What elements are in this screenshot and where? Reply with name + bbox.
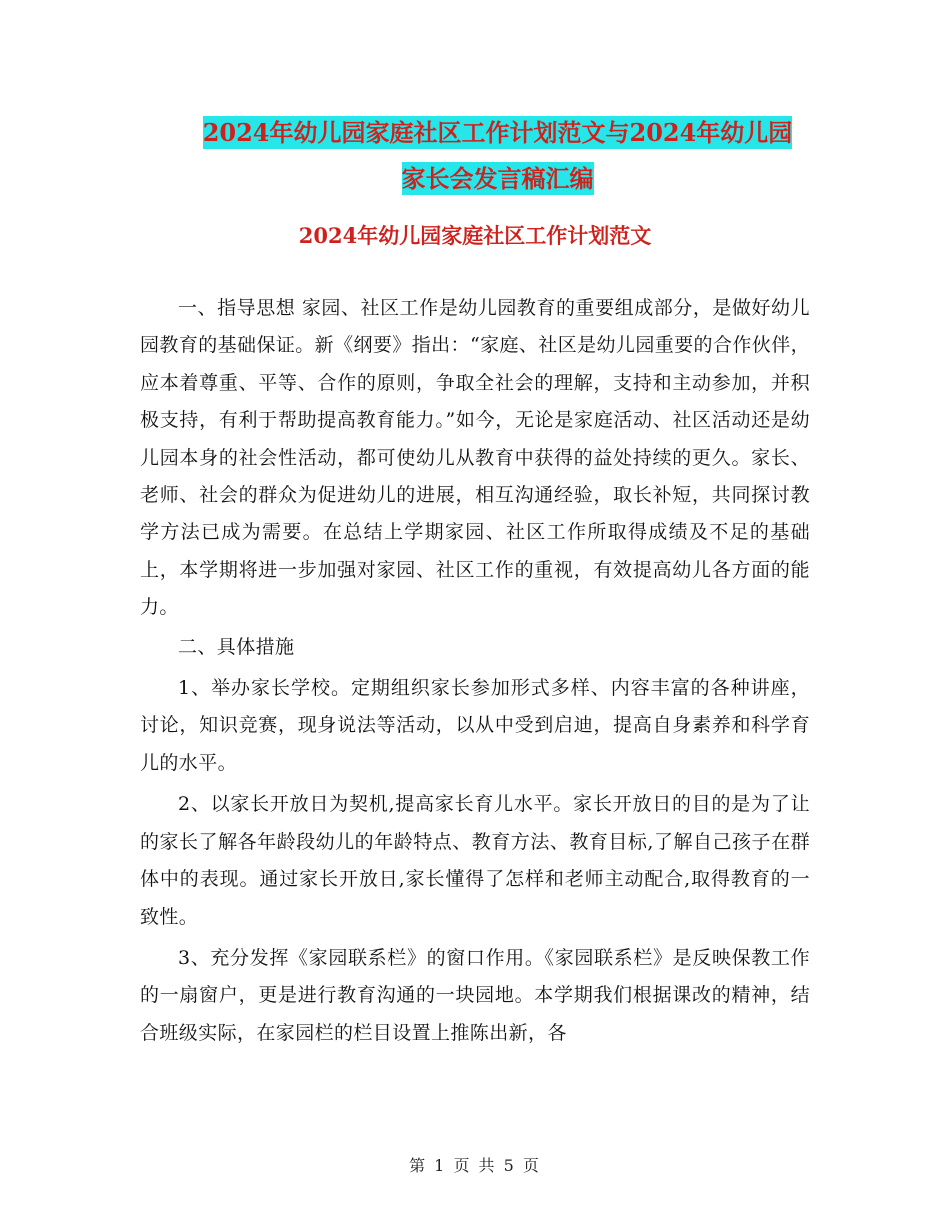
paragraph-measure-3: 3、充分发挥《家园联系栏》的窗口作用。《家园联系栏》是反映保教工作的一扇窗户，更是进行教育沟通的一块园地。本学期我们根据课改的精神，结合班级实际，在家园栏的栏目设置上推陈出新，各	[140, 946, 810, 1044]
document-title	[120, 110, 875, 202]
document-title-line-2: 家长会发言稿汇编	[401, 164, 594, 193]
document-title-line-1: 2024年幼儿园家庭社区工作计划范文与2024年幼儿园	[202, 118, 793, 147]
paragraph-guiding-ideology: 一、指导思想 家园、社区工作是幼儿园教育的重要组成部分，是做好幼儿园教育的基础保证。新《纲要》指出：“家庭、社区是幼儿园重要的合作伙伴，应本着尊重、平等、合作的原则，争取全社会的理解，支持和主动参加，并积极支持，有利于帮助提高教育能力。”如今，无论是家庭活动、社区活动还是幼儿园本身的社会性活动，都可使幼儿从教育中获得的益处持续的更久。家长、老师、社会的群众为促进幼儿的进展，相互沟通经验，取长补短，共同探讨教学方法已成为需要。在总结上学期家园、社区工作所取得成绩及不足的基础上，本学期将进一步加强对家园、社区工作的重视，有效提高幼儿各方面的能力。	[140, 297, 810, 619]
paragraph-measure-1: 1、举办家长学校。定期组织家长参加形式多样、内容丰富的各种讲座，讨论，知识竞赛，现身说法等活动，以从中受到启迪，提高自身素养和科学育儿的水平。	[140, 677, 810, 774]
paragraph-measure-2: 2、以家长开放日为契机,提高家长育儿水平。家长开放日的目的是为了让的家长了解各年龄段幼儿的年龄特点、教育方法、教育目标,了解自己孩子在群体中的表现。通过家长开放日,家长懂得了怎样和老师主动配合,取得教育的一致性。	[140, 793, 810, 928]
paragraph-measures-heading: 二、具体措施	[178, 635, 295, 658]
document-body	[140, 290, 810, 1054]
page-footer: 第 1 页 共 5 页	[409, 1156, 541, 1175]
section-title: 2024年幼儿园家庭社区工作计划范文	[298, 223, 652, 248]
